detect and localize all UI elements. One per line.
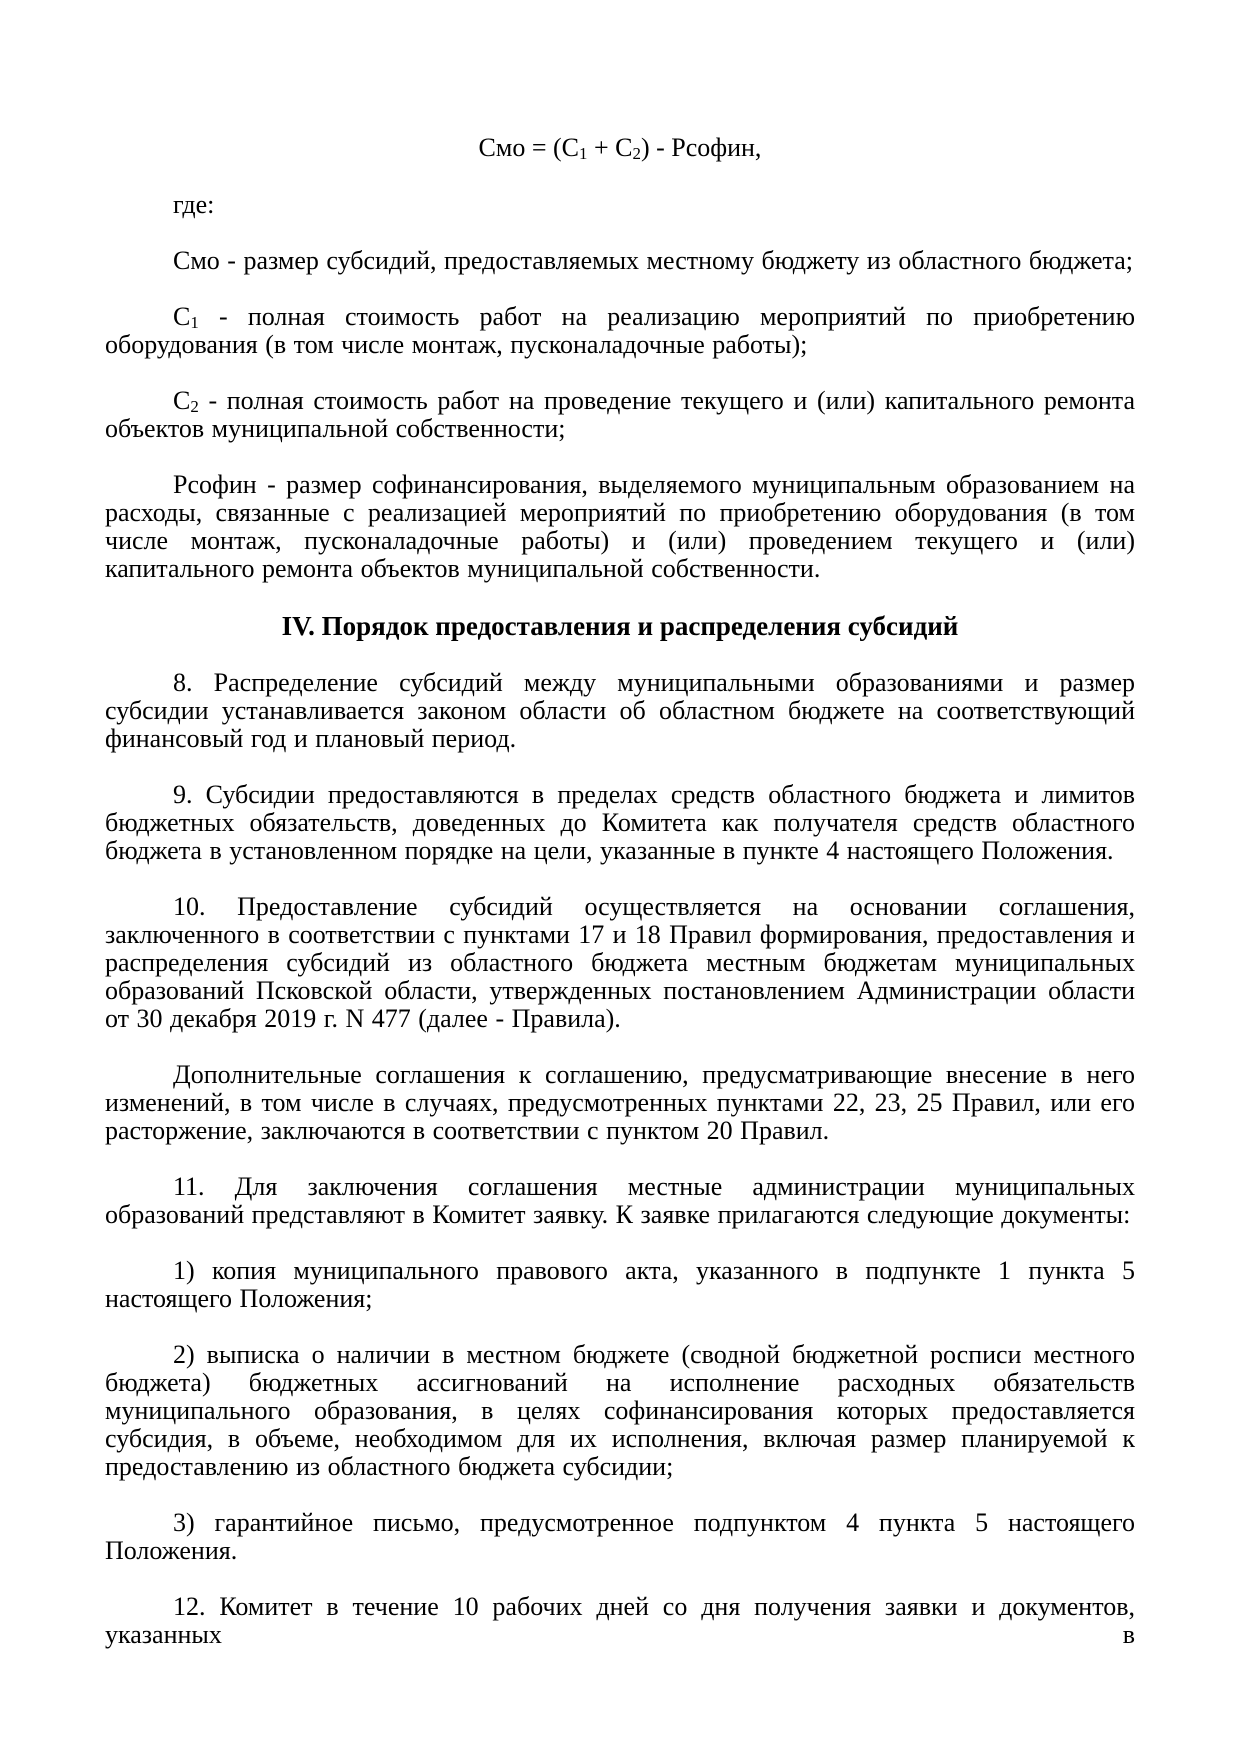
paragraph: 10. Предоставление субсидий осуществляется на основании соглашения, заключенного в соответствии с пунктами 17 и 18 Правил формирования, предоставления и распределения субсидий из областного бюджета местным бюджетам муниципальных образований Псковской области, утвержденных постановлением Администрации области от 30 декабря 2019 г. N 477 (далее - Правила). — [105, 892, 1135, 1033]
paragraph: 3) гарантийное письмо, предусмотренное подпунктом 4 пункта 5 настоящего Положения. — [105, 1508, 1135, 1565]
paragraph: 11. Для заключения соглашения местные администрации муниципальных образований представляют в Комитет заявку. К заявке прилагаются следующие документы: — [105, 1172, 1135, 1229]
paragraph: 2) выписка о наличии в местном бюджете (сводной бюджетной росписи местного бюджета) бюджетных ассигнований на исполнение расходных обязательств муниципального образования, в целях софинансирования которых предоставляется субсидия, в объеме, необходимом для их исполнения, включая размер планируемой к предоставлению из областного бюджета субсидии; — [105, 1340, 1135, 1481]
section-heading: IV. Порядок предоставления и распределения субсидий — [281, 611, 959, 641]
paragraph: 1) копия муниципального правового акта, указанного в подпункте 1 пункта 5 настоящего Положения; — [105, 1256, 1135, 1313]
paragraph: $С_1$ - полная стоимость работ на реализацию мероприятий по приобретению оборудования (в том числе монтаж, пусконаладочные работы); — [105, 302, 1135, 359]
paragraph: Рсофин - размер софинансирования, выделяемого муниципальным образованием на расходы, связанные с реализацией мероприятий по приобретению оборудования (в том числе монтаж, пусконаладочные работы) и (или) проведением текущего и (или) капитального ремонта объектов муниципальной собственности. — [105, 470, 1135, 583]
paragraph: где: — [173, 190, 215, 219]
subscript-index: 1 — [579, 144, 588, 164]
paragraph: 8. Распределение субсидий между муниципальными образованиями и размер субсидии устанавливается законом области об областном бюджете на соответствующий финансовый год и плановый период. — [105, 668, 1135, 753]
subscript-index: 2 — [632, 144, 641, 164]
formula: Смо = $(С_1 + С_2)$ - Рсофин, — [478, 133, 762, 164]
paragraph: 9. Субсидии предоставляются в пределах средств областного бюджета и лимитов бюджетных обязательств, доведенных до Комитета как получателя средств областного бюджета в установленном порядке на цели, указанные в пункте 4 настоящего Положения. — [105, 780, 1135, 865]
subscript-index: 2 — [190, 397, 199, 417]
document-content — [105, 0, 1135, 1649]
paragraph: Дополнительные соглашения к соглашению, предусматривающие внесение в него изменений, в том числе в случаях, предусмотренных пунктами 22, 23, 25 Правил, или его расторжение, заключаются в соответствии с пунктом 20 Правил. — [105, 1060, 1135, 1145]
paragraph: 12. Комитет в течение 10 рабочих дней со дня получения заявки и документов, указанных в — [105, 1592, 1135, 1649]
subscript-index: 1 — [190, 313, 199, 333]
paragraph: Смо - размер субсидий, предоставляемых местному бюджету из областного бюджета; — [173, 246, 1133, 275]
paragraph: $С_2$ - полная стоимость работ на проведение текущего и (или) капитального ремонта объектов муниципальной собственности; — [105, 386, 1135, 443]
